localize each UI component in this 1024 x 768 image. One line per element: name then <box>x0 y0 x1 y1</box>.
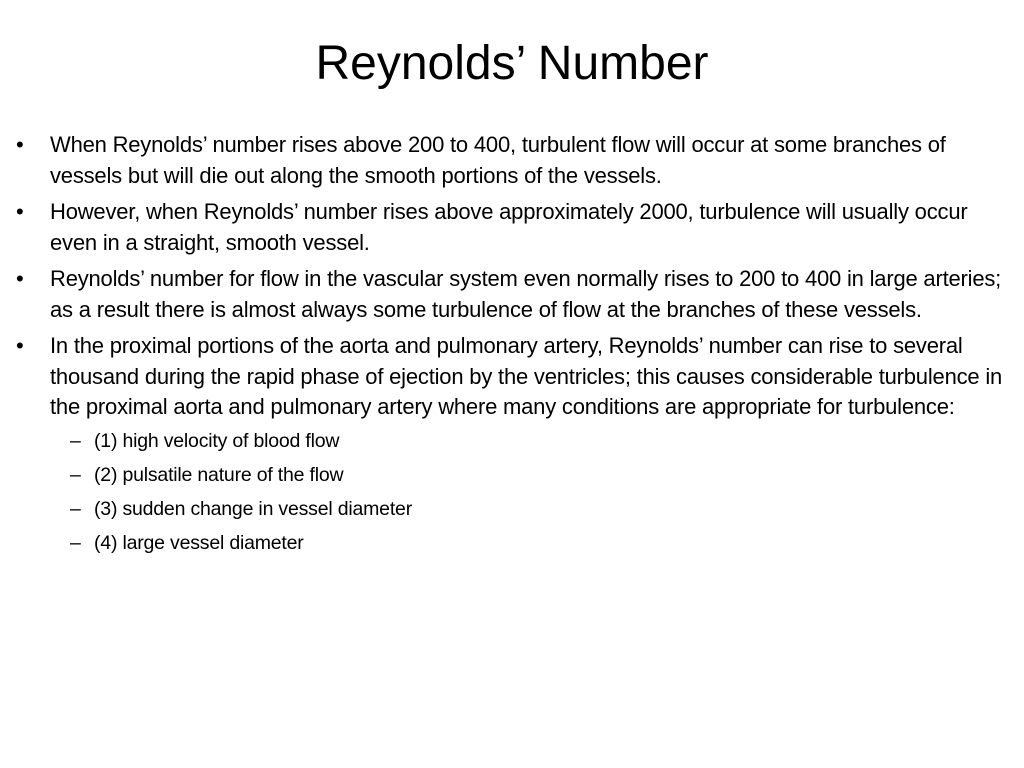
bullet-item <box>14 130 1018 191</box>
bullet-text: However, when Reynolds’ number rises above approximately 2000, turbulence will usually occur even in a straight, smooth vessel. <box>50 199 968 255</box>
bullet-text: Reynolds’ number for flow in the vascular system even normally rises to 200 to 400 in large arteries; as a result there is almost always some turbulence of flow at the branches of these vessels. <box>50 266 1002 322</box>
dash-icon: – <box>70 429 81 452</box>
sub-bullet-item <box>50 461 1018 489</box>
bullet-text: When Reynolds’ number rises above 200 to 400, turbulent flow will occur at some branches of vessels but will die out along the smooth portions of the vessels. <box>50 132 946 188</box>
bullet-text: In the proximal portions of the aorta and pulmonary artery, Reynolds’ number can rise to several thousand during the rapid phase of ejection by the ventricles; this causes considerable turbulence in the proximal aorta and pulmonary artery where many conditions are appropriate for turbulence: <box>50 333 1003 419</box>
dash-icon: – <box>70 497 81 520</box>
sub-bullet-text: (4) large vessel diameter <box>94 531 304 554</box>
sub-bullet-list <box>50 427 1018 557</box>
sub-bullet-item <box>50 427 1018 455</box>
slide-title: Reynolds’ Number <box>315 37 709 90</box>
bullet-dot-icon: • <box>16 333 24 358</box>
sub-bullet-text: (3) sudden change in vessel diameter <box>94 497 412 520</box>
sub-bullet-text: (1) high velocity of blood flow <box>94 429 340 452</box>
bullet-item <box>14 264 1018 325</box>
bullet-item <box>14 331 1018 557</box>
sub-bullet-text: (2) pulsatile nature of the flow <box>94 463 344 486</box>
bullet-dot-icon: • <box>16 199 24 224</box>
bullet-list <box>14 130 1018 563</box>
sub-bullet-item <box>50 529 1018 557</box>
bullet-item <box>14 197 1018 258</box>
dash-icon: – <box>70 531 81 554</box>
dash-icon: – <box>70 463 81 486</box>
bullet-dot-icon: • <box>16 132 24 157</box>
bullet-dot-icon: • <box>16 266 24 291</box>
sub-bullet-item <box>50 495 1018 523</box>
